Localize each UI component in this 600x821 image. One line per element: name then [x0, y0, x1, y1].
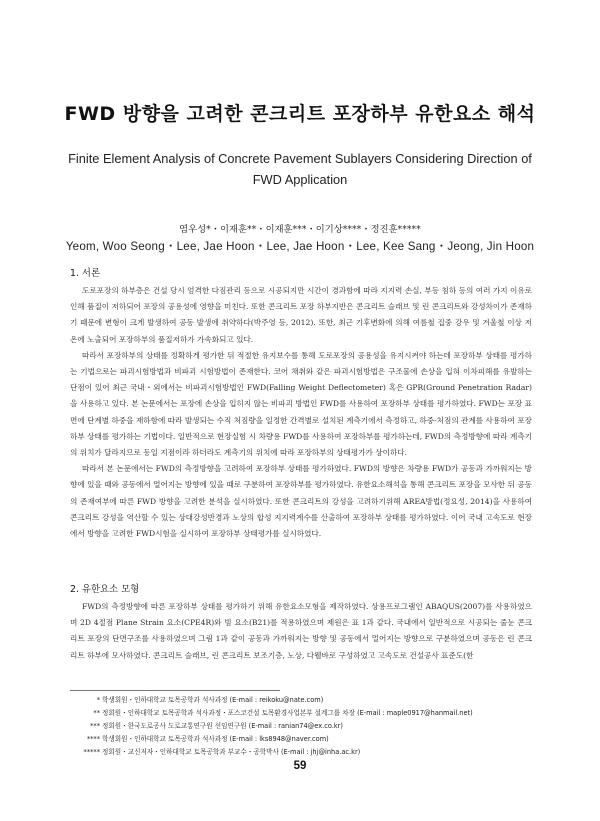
section-heading: 2. 유한요소 모형 [70, 584, 140, 595]
korean-authors: 염우성*・이재훈**・이재훈***・이기상****・정진훈***** [179, 224, 421, 235]
english-title: Finite Element Analysis of Concrete Pavement Sublayers Considering Direction of FWD Application [68, 151, 532, 187]
section-heading: 1. 서론 [70, 268, 101, 279]
footnote: ** 정회원・인하대학교 토목공학과 석사과정・포스코건설 토목환경사업본부 설계그룹 차장 (E-mail : maple0917@hanmail.net) [93, 709, 473, 718]
paragraph: FWD의 측정방향에 따른 포장하부 상태를 평가하기 위해 유한요소모형을 제작하였다. 상용프로그램인 ABAQUS(2007)를 사용하였으며 2D 4절점 Plane Strain 요소(CPE4R)와 빔 요소(B21)를 적용하였으며 제원은 표 1과 같다. 국내에서 일반적으로 시공되는 줄눈 콘크리트 포장의 단면구조를 사용하였으며 그림 1과 같이 공동과 가까워지는 방향 및 공동에서 멀어지는 방향으로 구분하였으며 공동은 린 콘크리트 하부에 모사하였다. 콘크리트 슬래브, 린 콘크리트 보조기층, 노상, 다웰바로 구성하였고 고속도로 건설공사 표준도(한 [70, 602, 532, 660]
section-introduction [70, 265, 532, 542]
footnote: **** 학생회원・인하대학교 토목공학과 석사과정 (E-mail : lks8948@naver.com) [86, 735, 329, 744]
footnote-divider [70, 690, 280, 691]
footnotes [70, 694, 540, 759]
page-number: 59 [293, 760, 307, 772]
english-authors: Yeom, Woo Seong・Lee, Jae Hoon・Lee, Jae Hoon・Lee, Kee Sang・Jeong, Jin Hoon [65, 240, 535, 253]
korean-title: FWD 방향을 고려한 콘크리트 포장하부 유한요소 해석 [64, 103, 536, 125]
paragraph: 따라서 포장하부의 상태를 정확하게 평가한 뒤 적절한 유지보수를 통해 도로포장의 공용성을 유지시켜야 하는데 포장하부 상태를 평가하는 기법으로는 파괴시험방법과 비파괴 시험방법이 존재한다. 코어 채취와 같은 파괴시험방법은 구조물에 손상을 입혀 이차피해를 유발하는 단점이 있어 최근 국내・외에서는 비파괴시험방법인 FWD(Falling Weight Deflectometer) 혹은 GPR(Ground Penetration Radar)을 사용하고 있다. 본 논문에서는 포장에 손상을 입히지 않는 비파괴 방법인 FWD를 사용하여 포장하부 상태를 평가하였다. FWD는 포장 표면에 단계별 하중을 재하함에 따라 발생되는 수직 처짐량을 일정한 간격별로 설치된 계측기에서 측정하고, 하중-처짐의 관계를 사용하여 포장하부 상태를 평가하는 기법이다. 일반적으로 현장실험 시 차량용 FWD를 사용하여 포장하부를 평가하는데, FWD의 측정방향에 따라 계측기의 위치가 달라지므로 동일 지점이라 하더라도 계측기의 위치에 따라 포장하부의 상태평가가 상이하다. [70, 350, 532, 458]
paragraph: 도로포장의 하부층은 건설 당시 엄격한 다짐관리 등으로 시공되지만 시간이 경과함에 따라 지지력 손실, 부등 침하 등의 여러 가지 이유로 인해 품질이 저하되어 포장의 공용성에 영향을 미친다. 또한 콘크리트 포장 하부지반은 콘크리트 슬래브 및 린 콘크리트와 강성차이가 존재하기 때문에 변형이 크게 발생하여 공동 발생에 취약하다(박주영 등, 2012). 또한, 최근 기후변화에 의해 여름철 집중 강우 및 겨울철 이상 저온에 노출되어 포장하부의 품질저하가 가속화되고 있다. [70, 286, 533, 344]
paragraph: 따라서 본 논문에서는 FWD의 측정방향을 고려하여 포장하부 상태를 평가하였다. FWD의 방향은 차량용 FWD가 공동과 가까워지는 방향에 있을 때와 공동에서 멀어지는 방향에 있을 때로 구분하여 포장하부를 평가하였다. 유한요소해석을 통해 콘크리트 포장을 모사한 뒤 공동의 존재여부에 따른 FWD 방향을 고려한 분석을 실시하였다. 또한 콘크리트의 강성을 고려하기위해 AREA방법(정요성, 2014)을 사용하여 콘크리트 강성을 역산할 수 있는 상대강성반경과 노상의 합성 지지력계수를 산출하여 포장하부 상태를 평가하였다. 이어 국내 고속도로 현장에서 방향을 고려한 FWD시험을 실시하여 포장하부 상태평가를 실시하였다. [70, 464, 532, 539]
footnote: * 학생회원・인하대학교 토목공학과 석사과정 (E-mail : reikoku@nate.com) [96, 696, 324, 704]
footnote: *** 정회원・한국도로공사 도로교통연구원 선임연구원 (E-mail : ranian74@ex.co.kr) [90, 722, 343, 731]
section-finite-element-model [70, 581, 532, 664]
footnote: ***** 정회원・교신저자・인하대학교 토목공학과 부교수・공학박사 (E-mail : jhj@inha.ac.kr) [83, 748, 361, 757]
